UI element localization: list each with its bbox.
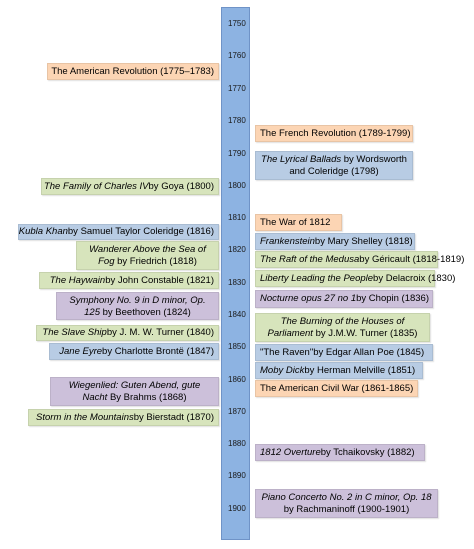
tick-label: 1770 bbox=[228, 84, 246, 93]
event-suffix: By Brahms (1868) bbox=[107, 392, 187, 403]
tick-label: 1790 bbox=[228, 149, 246, 158]
event-suffix: by Goya (1800) bbox=[148, 180, 214, 192]
event-war-of-1812 bbox=[255, 214, 342, 231]
event-title: Moby Dick bbox=[260, 364, 305, 376]
event-suffix: by Herman Melville (1851) bbox=[304, 364, 416, 376]
event-burning-parliament bbox=[255, 313, 430, 342]
event-title: Wanderer Above the Sea of Fog bbox=[89, 244, 206, 267]
event-title: Nocturne opus 27 no 1 bbox=[260, 293, 357, 304]
event-kubla-khan bbox=[18, 224, 219, 240]
event-suffix: by J.M.W. Turner (1835) bbox=[312, 328, 418, 339]
event-civil-war bbox=[255, 380, 418, 397]
event-title: Symphony No. 9 in D minor, Op. 125 bbox=[69, 295, 206, 318]
event-title: "The Raven" bbox=[260, 346, 314, 358]
event-suffix: by Tchaikovsky (1882) bbox=[320, 446, 415, 458]
event-suffix: by Friedrich (1818) bbox=[114, 256, 197, 267]
event-frankenstein bbox=[255, 233, 415, 250]
event-wiegenlied bbox=[50, 377, 219, 406]
tick-label: 1760 bbox=[228, 51, 246, 60]
event-slave-ship bbox=[36, 325, 219, 341]
event-raft-medusa bbox=[255, 251, 465, 268]
event-title: Jane Eyre bbox=[59, 345, 103, 357]
event-lyrical-ballads bbox=[255, 151, 413, 180]
event-title: Kubla Khan bbox=[18, 226, 68, 237]
event-title: The French Revolution (1789-1799) bbox=[260, 127, 411, 139]
tick-label: 1810 bbox=[228, 213, 246, 222]
event-title: The American Revolution (1775–1783) bbox=[51, 65, 214, 77]
event-suffix: by Géricault (1818-1819) bbox=[359, 253, 465, 265]
event-suffix: by Delacroix (1830) bbox=[373, 272, 456, 284]
event-title: Storm in the Mountains bbox=[36, 411, 134, 423]
event-suffix: by Samuel Taylor Coleridge (1816) bbox=[67, 226, 214, 237]
event-title: Wiegenlied: Guten Abend, gute Nacht bbox=[68, 380, 201, 403]
event-title: The Lyrical Ballads bbox=[261, 154, 342, 165]
event-symphony-9 bbox=[56, 292, 219, 320]
tick-label: 1780 bbox=[228, 116, 246, 125]
tick-label: 1840 bbox=[228, 310, 246, 319]
event-suffix: by Rachmaninoff (1900-1901) bbox=[283, 504, 410, 515]
event-family-charles-iv bbox=[41, 178, 219, 195]
event-suffix: by Mary Shelley (1818) bbox=[314, 235, 413, 247]
tick-label: 1880 bbox=[228, 439, 246, 448]
event-moby-dick bbox=[255, 362, 423, 379]
event-the-raven bbox=[255, 344, 433, 361]
event-title: The Family of Charles IV bbox=[43, 180, 149, 192]
tick-label: 1870 bbox=[228, 407, 246, 416]
tick-label: 1820 bbox=[228, 245, 246, 254]
event-suffix: by Edgar Allan Poe (1845) bbox=[313, 346, 425, 358]
tick-label: 1850 bbox=[228, 342, 246, 351]
event-title: Liberty Leading the People bbox=[260, 272, 374, 284]
event-storm-mountains bbox=[28, 409, 219, 426]
event-title: The Burning of the Houses of Parliament bbox=[267, 316, 405, 339]
timeline-axis bbox=[221, 7, 250, 540]
event-suffix: by Beethoven (1824) bbox=[100, 307, 191, 318]
event-wanderer bbox=[76, 241, 219, 270]
event-title: The Raft of the Medusa bbox=[260, 253, 360, 265]
event-suffix: by J. M. W. Turner (1840) bbox=[106, 327, 214, 338]
event-title: The War of 1812 bbox=[260, 216, 331, 228]
event-piano-concerto-2 bbox=[255, 489, 438, 518]
event-suffix: by Chopin (1836) bbox=[356, 293, 430, 304]
tick-label: 1900 bbox=[228, 504, 246, 513]
event-title: 1812 Overture bbox=[260, 446, 321, 458]
event-title: Frankenstein bbox=[260, 235, 315, 247]
event-title: Piano Concerto No. 2 in C minor, Op. 18 bbox=[261, 492, 432, 503]
event-overture-1812 bbox=[255, 444, 425, 461]
tick-label: 1800 bbox=[228, 181, 246, 190]
tick-label: 1860 bbox=[228, 375, 246, 384]
event-liberty-leading bbox=[255, 270, 456, 287]
event-title: The Slave Ship bbox=[42, 327, 107, 338]
tick-label: 1830 bbox=[228, 278, 246, 287]
event-haywain bbox=[39, 272, 219, 289]
event-nocturne bbox=[255, 290, 433, 308]
event-title: The Haywain bbox=[49, 274, 106, 286]
event-suffix: by Bierstadt (1870) bbox=[133, 411, 214, 423]
event-american-revolution bbox=[47, 63, 219, 80]
event-suffix: by Charlotte Brontë (1847) bbox=[102, 345, 214, 357]
tick-label: 1750 bbox=[228, 19, 246, 28]
event-french-revolution bbox=[255, 125, 413, 142]
tick-label: 1890 bbox=[228, 471, 246, 480]
event-suffix: by John Constable (1821) bbox=[105, 274, 214, 286]
event-jane-eyre bbox=[49, 343, 219, 360]
event-title: The American Civil War (1861-1865) bbox=[260, 382, 414, 394]
event-suffix: by Wordsworth and Coleridge (1798) bbox=[289, 154, 407, 177]
